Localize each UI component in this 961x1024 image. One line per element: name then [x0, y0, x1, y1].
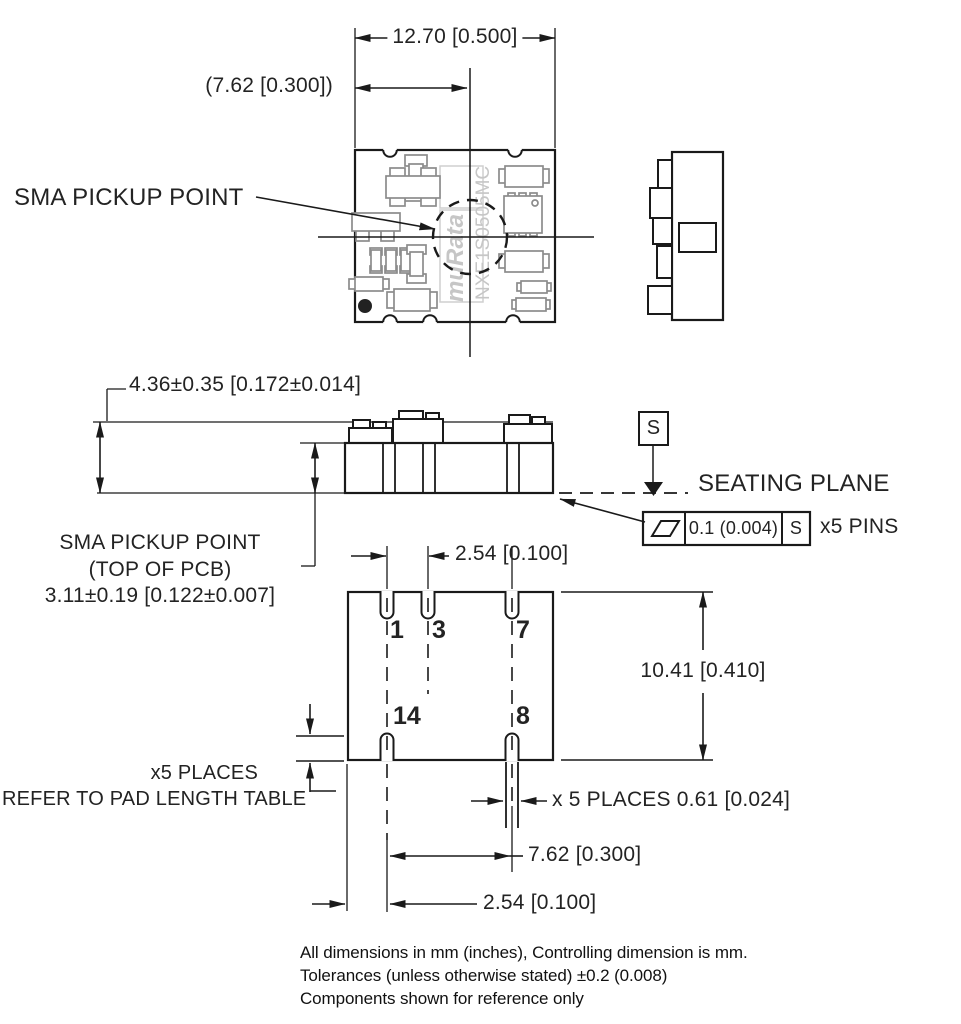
- flatness-symbol: [652, 521, 679, 536]
- dim-edge-offset-label: 2.54 [0.100]: [483, 891, 597, 914]
- pin-number-3: 3: [432, 616, 446, 644]
- note-line2: Tolerances (unless otherwise stated) ±0.2 (0.008): [300, 966, 668, 985]
- sma-note-line3: 3.11±0.19 [0.122±0.007]: [44, 584, 276, 607]
- sma-note-line1: SMA PICKUP POINT: [59, 531, 261, 554]
- side-view: [648, 152, 723, 320]
- flatness-tolerance-value: 0.1 (0.004): [688, 518, 779, 538]
- bottom-view: [296, 546, 713, 912]
- silkscreen-brand-text: muRata: [442, 213, 469, 302]
- dim-body-length-label: 10.41 [0.410]: [635, 659, 770, 683]
- flatness-datum-letter: S: [789, 518, 803, 538]
- pin-number-14: 14: [393, 702, 421, 730]
- dim-width-label: 12.70 [0.500]: [387, 25, 522, 49]
- dim-pin-pitch-label: 2.54 [0.100]: [455, 542, 569, 565]
- pin-number-8: 8: [516, 702, 530, 730]
- sma-note-line2: (TOP OF PCB): [88, 558, 232, 581]
- side-view-component-window: [679, 223, 716, 252]
- seating-plane-label: SEATING PLANE: [698, 470, 890, 497]
- dim-pad-width-label: x 5 PLACES 0.61 [0.024]: [552, 788, 791, 811]
- pad-callout-line1: x5 PLACES: [150, 762, 258, 784]
- note-line3: Components shown for reference only: [300, 989, 584, 1008]
- pin-number-1: 1: [390, 616, 404, 644]
- pad-callout-line2: REFER TO PAD LENGTH TABLE: [2, 788, 307, 810]
- side-view-components: [648, 160, 672, 314]
- pin-number-7: 7: [516, 616, 530, 644]
- pcb-body-front-view: [345, 443, 553, 493]
- silkscreen-part-text: NXE1S0505MC: [473, 165, 494, 300]
- fcf-leader-arrow: [560, 499, 645, 522]
- front-view-components: [349, 411, 552, 443]
- flatness-applies-to-label: x5 PINS: [820, 515, 899, 538]
- datum-flag-letter: S: [646, 417, 661, 439]
- pin1-marker-dot: [358, 299, 372, 313]
- dim-center-ref-label: (7.62 [0.300]): [205, 74, 333, 97]
- dim-row-spacing-label: 7.62 [0.300]: [528, 843, 642, 866]
- dim-max-height-label: 4.36±0.35 [0.172±0.014]: [129, 373, 362, 396]
- note-line1: All dimensions in mm (inches), Controlling dimension is mm.: [300, 943, 748, 962]
- sma-pickup-label: SMA PICKUP POINT: [14, 184, 244, 211]
